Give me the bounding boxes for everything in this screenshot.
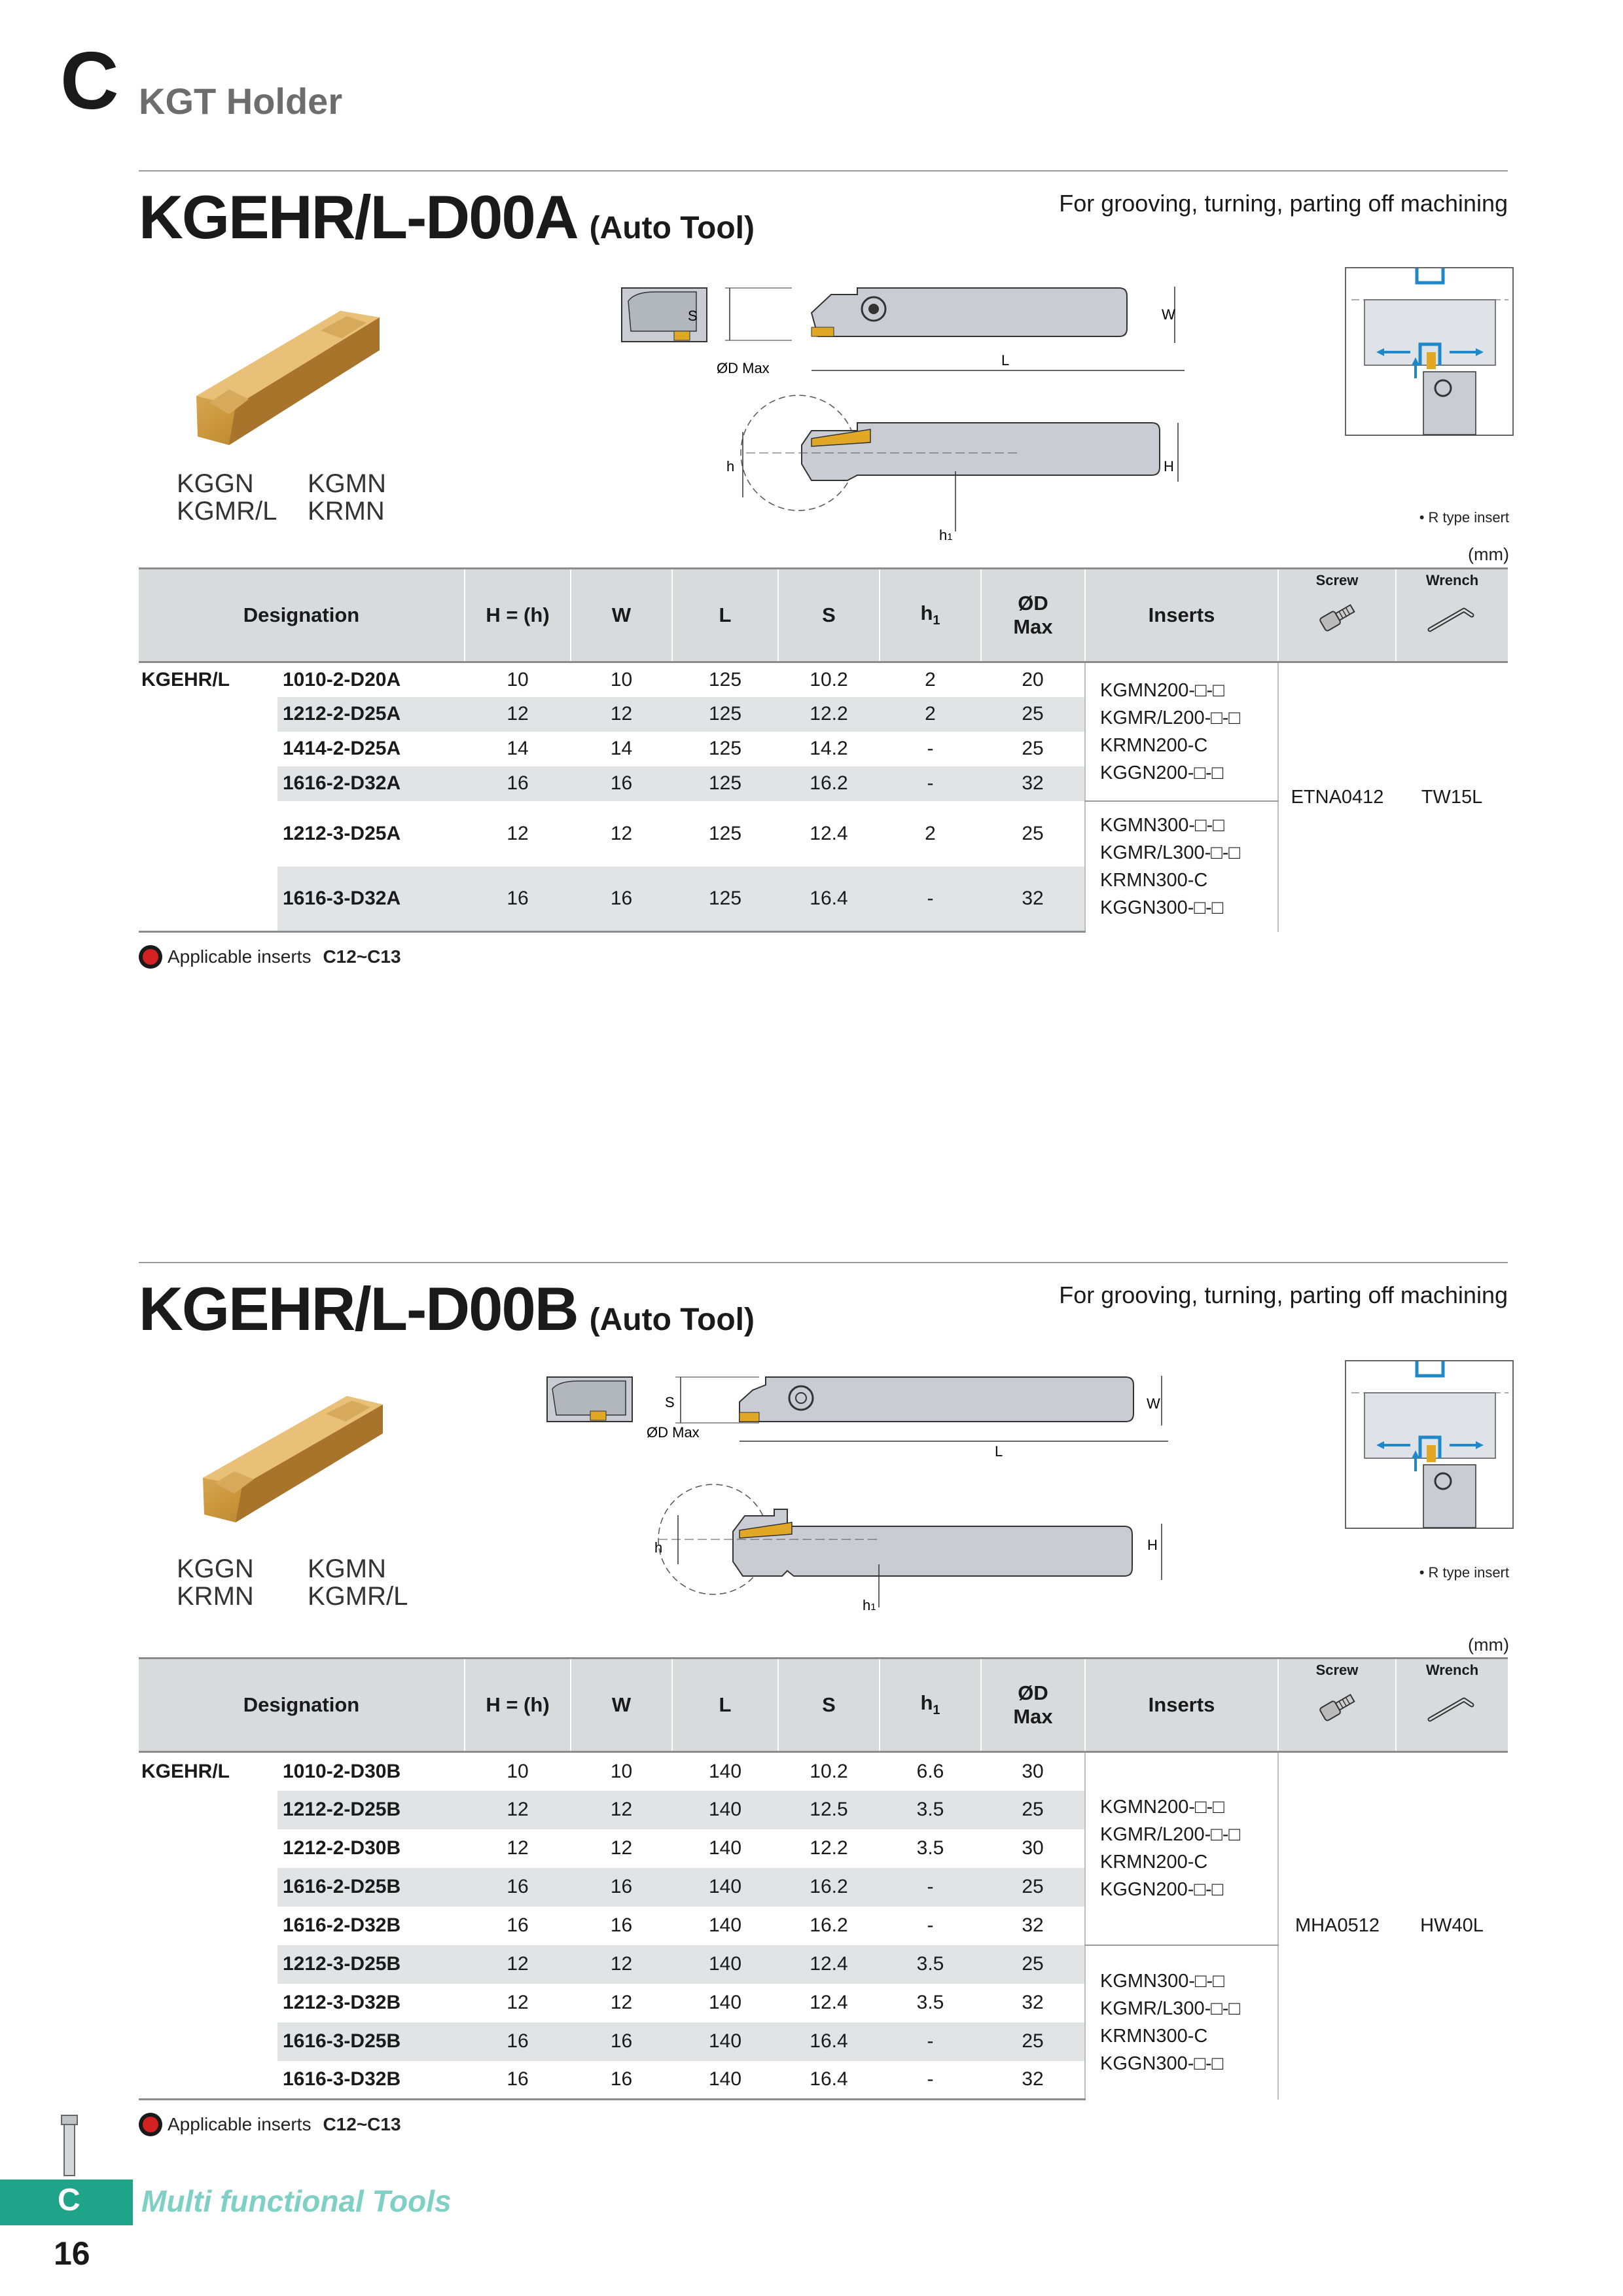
wrench-value: HW40L bbox=[1396, 1752, 1508, 2100]
applicable-arrow-icon bbox=[139, 2113, 162, 2136]
cell-D: 30 bbox=[1022, 1760, 1044, 1782]
col-designation: Designation bbox=[139, 569, 465, 662]
section-b-subtitle: (Auto Tool) bbox=[589, 1302, 755, 1337]
cell-D: 25 bbox=[981, 1945, 1085, 1984]
section-b-applicable bbox=[139, 2113, 401, 2136]
cell-W: 16 bbox=[571, 2061, 672, 2100]
designation-cell: 1212-3-D32B bbox=[283, 1992, 401, 2013]
cell-D: 25 bbox=[981, 1868, 1085, 1907]
table-row bbox=[139, 1752, 1508, 1791]
section-a-spec-table bbox=[139, 567, 1508, 933]
section-a-title bbox=[139, 182, 755, 253]
cell-D: 32 bbox=[1022, 1914, 1044, 1936]
col-S: S bbox=[778, 569, 880, 662]
cell-L: 125 bbox=[708, 822, 742, 844]
cell-S: 12.4 bbox=[778, 1945, 880, 1984]
cell-D: 25 bbox=[981, 697, 1085, 732]
inserts-group-1: KGMN200-□-□ KGMR/L200-□-□ KRMN200-C KGGN200-□-□ bbox=[1085, 1752, 1278, 1945]
wrench-value: TW15L bbox=[1396, 662, 1508, 932]
insert-name: KGGN bbox=[177, 1554, 254, 1583]
cell-H: 16 bbox=[465, 1868, 571, 1907]
inserts-group-2: KGMN300-□-□ KGMR/L300-□-□ KRMN300-C KGGN300-□-□ bbox=[1085, 801, 1278, 932]
section-letter: C bbox=[60, 36, 119, 126]
section-b-setup-diagram bbox=[1345, 1360, 1514, 1529]
cell-D: 20 bbox=[1022, 668, 1044, 691]
section-a-note: • R type insert bbox=[1419, 509, 1509, 526]
section-b-note: • R type insert bbox=[1419, 1564, 1509, 1581]
footer-section-letter: C bbox=[58, 2183, 80, 2217]
designation-cell: 1010-2-D20A bbox=[283, 668, 401, 691]
col-h1: $h_1$ bbox=[880, 1659, 981, 1752]
cell-H: 16 bbox=[465, 766, 571, 801]
cell-h1: - bbox=[880, 1868, 981, 1907]
footer-category: Multi functional Tools bbox=[141, 2184, 452, 2218]
section-a-insert-names bbox=[177, 470, 412, 525]
section-title: KGT Holder bbox=[139, 81, 343, 122]
holder-sidebar-icon bbox=[56, 2113, 82, 2178]
cell-h1: - bbox=[880, 766, 981, 801]
series-label: KGEHR/L bbox=[141, 668, 230, 691]
cell-h1: 3.5 bbox=[880, 1791, 981, 1829]
cell-h1: 2 bbox=[925, 668, 936, 691]
section-b-top-rule bbox=[139, 1262, 1508, 1263]
cell-S: 16.4 bbox=[778, 2061, 880, 2100]
dim-H-label: H bbox=[1147, 1537, 1158, 1553]
cell-L: 125 bbox=[672, 766, 778, 801]
dim-h1-label: h1 bbox=[939, 527, 953, 543]
section-b-unit: (mm) bbox=[1468, 1635, 1509, 1655]
section-b-insert-photo bbox=[196, 1386, 393, 1530]
cell-W: 12 bbox=[610, 1837, 633, 1859]
designation-cell: 1212-3-D25A bbox=[283, 822, 401, 844]
dim-h-label: h bbox=[654, 1539, 663, 1556]
section-a-unit: (mm) bbox=[1468, 545, 1509, 564]
section-b-purpose: For grooving, turning, parting off machining bbox=[1059, 1282, 1508, 1308]
col-h1: $h_1$ bbox=[880, 569, 981, 662]
cell-h1: - bbox=[880, 2061, 981, 2100]
dim-H-label: H bbox=[1164, 458, 1174, 475]
cell-D: 25 bbox=[981, 2022, 1085, 2061]
dim-l-label: L bbox=[995, 1443, 1003, 1460]
applicable-label: Applicable inserts bbox=[168, 946, 312, 967]
col-screw: Screw bbox=[1278, 569, 1396, 662]
section-b-title-text: KGEHR/L-D00B bbox=[139, 1274, 578, 1343]
cell-D: 30 bbox=[1022, 1837, 1044, 1859]
designation-cell: 1616-3-D25B bbox=[277, 2022, 465, 2061]
col-L: L bbox=[672, 1659, 778, 1752]
inserts-group-1: KGMN200-□-□ KGMR/L200-□-□ KRMN200-C KGGN200-□-□ bbox=[1085, 662, 1278, 801]
cell-W: 12 bbox=[610, 1992, 633, 2013]
cell-S: 12.4 bbox=[810, 1992, 848, 2013]
cell-L: 140 bbox=[708, 1837, 742, 1859]
cell-W: 12 bbox=[571, 697, 672, 732]
cell-H: 12 bbox=[507, 1992, 529, 2013]
col-L: L bbox=[672, 569, 778, 662]
designation-cell: 1212-2-D30B bbox=[283, 1837, 401, 1859]
cell-H: 12 bbox=[507, 1837, 529, 1859]
cell-S: 16.2 bbox=[810, 1914, 848, 1936]
section-a-setup-diagram bbox=[1345, 267, 1514, 436]
cell-h1: - bbox=[880, 867, 981, 932]
table-row bbox=[139, 662, 1508, 697]
cell-h1: 3.5 bbox=[880, 1945, 981, 1984]
inserts-group-2: KGMN300-□-□ KGMR/L300-□-□ KRMN300-C KGGN300-□-□ bbox=[1085, 1945, 1278, 2100]
cell-H: 10 bbox=[507, 668, 529, 691]
col-S: S bbox=[778, 1659, 880, 1752]
cell-S: 10.2 bbox=[810, 1760, 848, 1782]
cell-L: 140 bbox=[708, 1992, 742, 2013]
insert-name: KGMN bbox=[308, 1554, 386, 1583]
dim-dmax-label: ØD Max bbox=[717, 360, 770, 376]
dim-dmax-label: ØD Max bbox=[647, 1424, 700, 1441]
designation-cell: 1010-2-D30B bbox=[283, 1760, 401, 1782]
dim-w-label: W bbox=[1147, 1395, 1160, 1412]
cell-L: 140 bbox=[672, 1791, 778, 1829]
cell-L: 125 bbox=[708, 668, 742, 691]
applicable-pages-link[interactable]: C12~C13 bbox=[323, 2114, 401, 2134]
cell-L: 125 bbox=[672, 867, 778, 932]
cell-W: 16 bbox=[571, 867, 672, 932]
cell-h1: - bbox=[927, 1914, 934, 1936]
cell-W: 10 bbox=[610, 1760, 633, 1782]
col-dmax: ØD Max bbox=[981, 1659, 1085, 1752]
cell-h1: - bbox=[880, 2022, 981, 2061]
designation-cell: 1616-2-D32A bbox=[277, 766, 465, 801]
insert-name: KGGN bbox=[177, 469, 254, 498]
section-a-applicable bbox=[139, 945, 401, 969]
cell-W: 14 bbox=[610, 738, 633, 759]
insert-name: KRMN bbox=[177, 1582, 254, 1611]
insert-name: KGMR/L bbox=[308, 1582, 408, 1611]
cell-S: 12.2 bbox=[778, 697, 880, 732]
section-a-insert-photo bbox=[190, 298, 393, 455]
screw-icon bbox=[1314, 601, 1360, 634]
designation-cell: 1616-3-D32B bbox=[277, 2061, 465, 2100]
cell-H: 12 bbox=[465, 1945, 571, 1984]
cell-L: 125 bbox=[708, 738, 742, 759]
dim-l-label: L bbox=[1001, 352, 1010, 368]
cell-D: 25 bbox=[981, 1791, 1085, 1829]
col-wrench: Wrench bbox=[1396, 1659, 1508, 1752]
section-a-top-rule bbox=[139, 170, 1508, 171]
section-b-insert-names bbox=[177, 1555, 412, 1610]
dim-h1-label: h1 bbox=[863, 1597, 876, 1613]
screw-value: MHA0512 bbox=[1278, 1752, 1396, 2100]
cell-L: 140 bbox=[708, 1760, 742, 1782]
col-inserts: Inserts bbox=[1085, 1659, 1278, 1752]
cell-L: 140 bbox=[672, 1868, 778, 1907]
cell-S: 10.2 bbox=[810, 668, 848, 691]
cell-S: 16.4 bbox=[778, 2022, 880, 2061]
cell-S: 16.2 bbox=[778, 766, 880, 801]
cell-H: 16 bbox=[507, 1914, 529, 1936]
section-b-spec-table bbox=[139, 1657, 1508, 2100]
dim-w-label: W bbox=[1162, 306, 1175, 323]
col-dmax: ØD Max bbox=[981, 569, 1085, 662]
section-a-holder-drawing bbox=[615, 275, 1257, 550]
cell-D: 25 bbox=[1022, 822, 1044, 844]
cell-S: 12.2 bbox=[810, 1837, 848, 1859]
cell-W: 16 bbox=[571, 1868, 672, 1907]
cell-S: 16.4 bbox=[778, 867, 880, 932]
section-b-title bbox=[139, 1274, 755, 1344]
col-W: W bbox=[571, 569, 672, 662]
dim-s-label: S bbox=[688, 308, 698, 324]
dim-s-label: S bbox=[665, 1394, 675, 1410]
cell-D: 32 bbox=[981, 2061, 1085, 2100]
insert-name: KGMN bbox=[308, 469, 386, 498]
cell-W: 10 bbox=[610, 668, 633, 691]
designation-cell: 1212-2-D25B bbox=[277, 1791, 465, 1829]
cell-W: 16 bbox=[610, 1914, 633, 1936]
applicable-arrow-icon bbox=[139, 945, 162, 969]
cell-L: 140 bbox=[672, 2061, 778, 2100]
col-H: H = (h) bbox=[465, 1659, 571, 1752]
cell-W: 12 bbox=[571, 1945, 672, 1984]
insert-name: KGMR/L bbox=[177, 497, 277, 526]
cell-h1: 2 bbox=[925, 822, 936, 844]
col-W: W bbox=[571, 1659, 672, 1752]
designation-cell: 1616-2-D25B bbox=[277, 1868, 465, 1907]
cell-h1: 6.6 bbox=[916, 1760, 944, 1782]
wrench-icon bbox=[1426, 1691, 1478, 1723]
cell-D: 25 bbox=[1022, 738, 1044, 759]
cell-H: 10 bbox=[507, 1760, 529, 1782]
cell-S: 16.2 bbox=[778, 1868, 880, 1907]
designation-cell: 1212-3-D25B bbox=[277, 1945, 465, 1984]
cell-H: 12 bbox=[507, 822, 529, 844]
section-b-holder-drawing bbox=[537, 1368, 1296, 1617]
designation-cell: 1616-2-D32B bbox=[283, 1914, 401, 1936]
section-a-purpose: For grooving, turning, parting off machining bbox=[1059, 190, 1508, 217]
cell-S: 12.4 bbox=[810, 822, 848, 844]
col-wrench: Wrench bbox=[1396, 569, 1508, 662]
cell-h1: - bbox=[927, 738, 934, 759]
section-a-title-text: KGEHR/L-D00A bbox=[139, 183, 578, 251]
cell-h1: 3.5 bbox=[916, 1992, 944, 2013]
cell-D: 32 bbox=[981, 867, 1085, 932]
cell-h1: 3.5 bbox=[916, 1837, 944, 1859]
designation-cell: 1616-3-D32A bbox=[277, 867, 465, 932]
cell-L: 140 bbox=[708, 1914, 742, 1936]
cell-D: 32 bbox=[1022, 1992, 1044, 2013]
col-screw: Screw bbox=[1278, 1659, 1396, 1752]
cell-S: 12.5 bbox=[778, 1791, 880, 1829]
cell-H: 12 bbox=[465, 697, 571, 732]
col-H: H = (h) bbox=[465, 569, 571, 662]
cell-H: 16 bbox=[465, 2061, 571, 2100]
cell-W: 12 bbox=[610, 822, 633, 844]
cell-H: 14 bbox=[507, 738, 529, 759]
cell-S: 14.2 bbox=[810, 738, 848, 759]
cell-H: 16 bbox=[465, 2022, 571, 2061]
cell-W: 16 bbox=[571, 2022, 672, 2061]
col-inserts: Inserts bbox=[1085, 569, 1278, 662]
cell-D: 32 bbox=[981, 766, 1085, 801]
designation-cell: 1212-2-D25A bbox=[277, 697, 465, 732]
col-designation: Designation bbox=[139, 1659, 465, 1752]
dim-h-label: h bbox=[726, 458, 735, 475]
section-a-subtitle: (Auto Tool) bbox=[589, 211, 755, 245]
cell-L: 140 bbox=[672, 1945, 778, 1984]
cell-L: 140 bbox=[672, 2022, 778, 2061]
applicable-pages-link[interactable]: C12~C13 bbox=[323, 946, 401, 967]
screw-value: ETNA0412 bbox=[1278, 662, 1396, 932]
page-number: 16 bbox=[54, 2235, 90, 2272]
cell-H: 12 bbox=[465, 1791, 571, 1829]
wrench-icon bbox=[1426, 601, 1478, 634]
applicable-label: Applicable inserts bbox=[168, 2114, 312, 2134]
screw-icon bbox=[1314, 1691, 1360, 1723]
cell-W: 12 bbox=[571, 1791, 672, 1829]
insert-name: KRMN bbox=[308, 497, 385, 526]
series-label: KGEHR/L bbox=[141, 1760, 230, 1782]
designation-cell: 1414-2-D25A bbox=[283, 738, 401, 759]
cell-L: 125 bbox=[672, 697, 778, 732]
cell-H: 16 bbox=[465, 867, 571, 932]
cell-W: 16 bbox=[571, 766, 672, 801]
cell-h1: 2 bbox=[880, 697, 981, 732]
